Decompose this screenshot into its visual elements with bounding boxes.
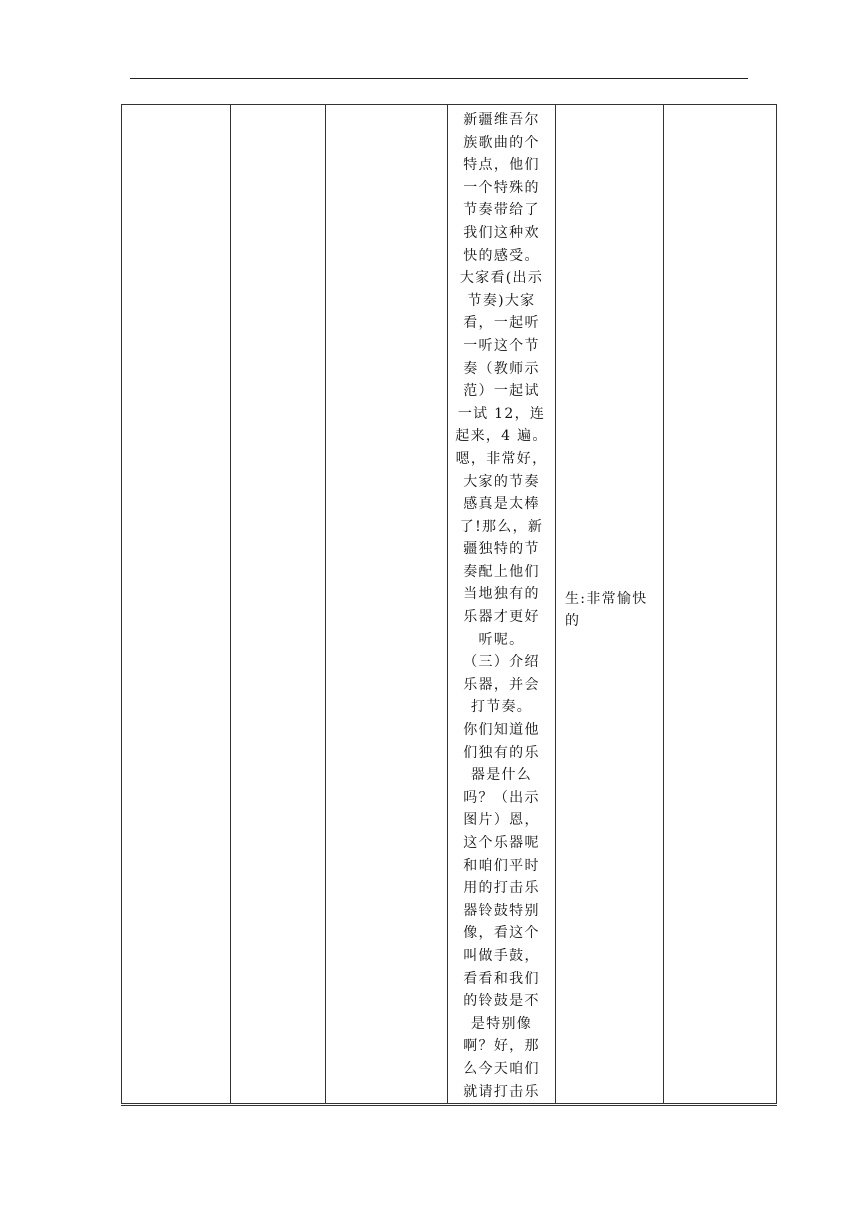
empty-cell-3	[326, 105, 448, 1105]
lesson-plan-table	[121, 104, 777, 1106]
teacher-text-line: 大家看(出示	[459, 270, 544, 287]
teacher-text-line: 器是什么	[470, 767, 533, 784]
empty-cell-1	[122, 105, 231, 1105]
teacher-text-line: 就请打击乐	[463, 1083, 540, 1100]
teacher-text-line: 啊？好，那	[463, 1038, 540, 1055]
teacher-text-line: 吗？（出示	[463, 789, 540, 806]
teacher-text-line: 疆独特的节	[463, 541, 540, 558]
teacher-text-line: 我们这种欢	[463, 224, 540, 241]
teacher-text-line: 么今天咱们	[463, 1060, 540, 1077]
teacher-text-line: 了!那么，新	[459, 518, 544, 535]
teacher-text-line: 用的打击乐	[463, 880, 540, 897]
teacher-text-line: 一个特殊的	[463, 179, 540, 196]
teacher-text-line: 这个乐器呢	[463, 835, 540, 851]
student-response-text: 生:非常愉快的	[565, 591, 648, 630]
student-activity-cell	[556, 105, 664, 1105]
teacher-text-line: 看，一起听	[463, 315, 540, 332]
teacher-text-line: 你们知道他	[463, 722, 540, 739]
teacher-text-line: 们独有的乐	[463, 744, 540, 761]
teacher-text-line: 打节奏。	[470, 699, 533, 716]
teacher-text-line: 一听这个节	[463, 337, 540, 354]
teacher-text-line: 起来，4 遍。	[455, 428, 548, 445]
teacher-text-line: 奏配上他们	[463, 563, 540, 580]
teacher-activity-cell	[448, 105, 556, 1105]
teacher-text-line: 节奏)大家	[467, 292, 536, 309]
teacher-text-line: 节奏带给了	[463, 202, 540, 219]
teacher-activity-text	[448, 109, 555, 1103]
teacher-text-line: 范）一起试	[463, 383, 540, 400]
teacher-text-line: 的铃鼓是不	[463, 993, 540, 1010]
teacher-text-line: 乐器才更好	[463, 609, 540, 626]
header-rule	[130, 78, 748, 79]
teacher-text-line: 当地独有的	[463, 586, 540, 603]
teacher-text-line: 看看和我们	[463, 970, 540, 987]
teacher-text-line: 快的感受。	[463, 247, 540, 264]
teacher-text-line: 一试 12，连	[457, 405, 546, 422]
teacher-text-line: （三）介绍	[463, 654, 540, 671]
teacher-text-line: 奏（教师示	[463, 360, 540, 377]
teacher-text-line: 器铃鼓特别	[463, 902, 540, 919]
teacher-text-line: 像，看这个	[463, 925, 540, 942]
teacher-text-line: 新疆维吾尔	[463, 112, 540, 128]
teacher-text-line: 大家的节奏	[463, 473, 540, 490]
teacher-text-line: 乐器，并会	[463, 676, 540, 693]
empty-cell-6	[664, 105, 777, 1105]
table-row	[122, 105, 777, 1105]
teacher-text-line: 叫做手鼓，	[463, 947, 540, 964]
teacher-text-line: 听呢。	[478, 631, 525, 648]
teacher-text-line: 和咱们平时	[463, 857, 540, 874]
teacher-text-line: 族歌曲的个	[463, 134, 540, 151]
teacher-text-line: 是特别像	[470, 1015, 533, 1032]
teacher-text-line: 感真是太棒	[463, 496, 540, 513]
teacher-text-line: 嗯，非常好，	[455, 450, 548, 467]
empty-cell-2	[231, 105, 326, 1105]
teacher-text-line: 特点，他们	[463, 157, 540, 174]
teacher-text-line: 图片）恩，	[463, 812, 540, 829]
